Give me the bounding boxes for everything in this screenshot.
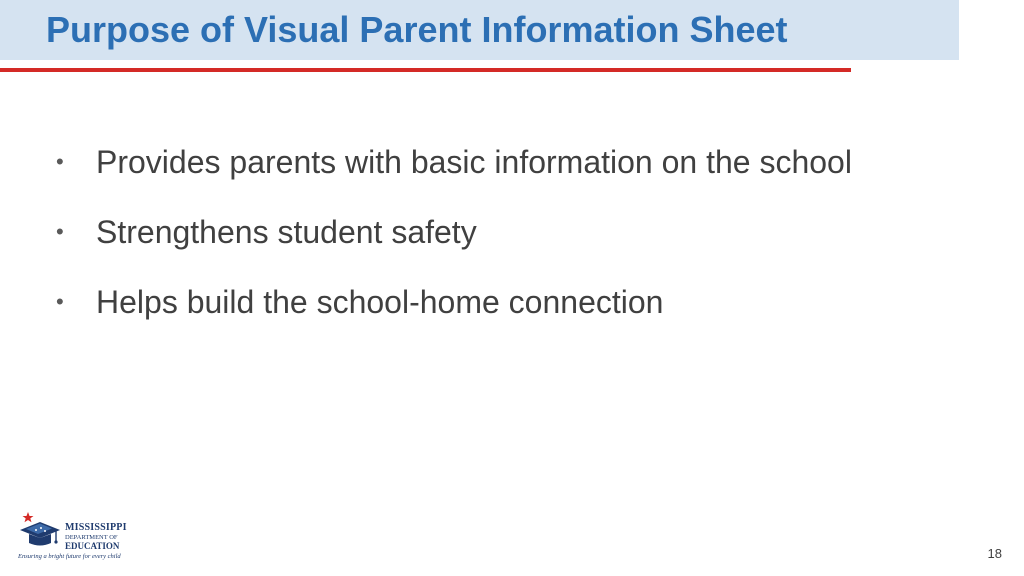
bullet-text: Helps build the school-home connection xyxy=(96,284,664,320)
bullet-marker: • xyxy=(56,219,64,244)
graduation-cap-star-icon xyxy=(16,510,64,554)
title-accent-rule xyxy=(0,68,851,72)
logo-line-mississippi: MISSISSIPPI xyxy=(65,522,127,533)
logo-line-department: DEPARTMENT OF xyxy=(65,534,118,541)
bullet-marker: • xyxy=(56,149,64,174)
bullet-marker: • xyxy=(56,289,64,314)
slide-title: Purpose of Visual Parent Information Sheet xyxy=(46,9,788,50)
bullet-text: Strengthens student safety xyxy=(96,214,477,250)
logo-tagline: Ensuring a bright future for every child xyxy=(18,553,121,560)
mde-logo xyxy=(16,510,132,564)
bullet-text: Provides parents with basic information on the school xyxy=(96,144,852,180)
logo-line-education: EDUCATION xyxy=(65,541,120,551)
page-number: 18 xyxy=(987,546,1002,561)
